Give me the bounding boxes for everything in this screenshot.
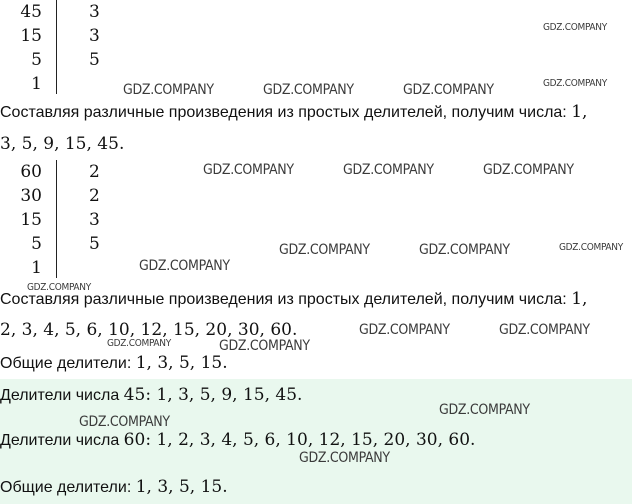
paragraph-products-45 [0, 102, 587, 122]
divisor-list: 2, 3, 4, 5, 6, 10, 12, 15, 20, 30, 60. [0, 320, 298, 340]
factor-divider-line [56, 0, 57, 94]
factor-number: 45 [20, 2, 42, 22]
watermark: GDZ.COMPANY [343, 162, 434, 178]
factor-divider-line [56, 160, 57, 278]
divisors-60-list [0, 320, 297, 340]
answer-common-divisors [0, 477, 228, 497]
divisors-45-list [0, 134, 124, 154]
watermark: GDZ.COMPANY [139, 258, 230, 274]
answer-label: Общие делители: [0, 479, 136, 496]
watermark: GDZ.COMPANY [439, 402, 530, 418]
prime-factor: 2 [89, 186, 100, 206]
prime-factor: 5 [89, 234, 100, 254]
answer-divisors-45 [0, 385, 302, 405]
prime-factor: 5 [89, 50, 100, 70]
divisor-first: 1, [571, 102, 588, 122]
watermark: GDZ.COMPANY [299, 450, 390, 466]
watermark: GDZ.COMPANY [219, 338, 310, 354]
prime-factor: 3 [89, 26, 100, 46]
prime-factor: 3 [89, 2, 100, 22]
prime-factor: 3 [89, 210, 100, 230]
factor-number: 1 [31, 74, 42, 94]
watermark: GDZ.COMPANY [263, 82, 354, 98]
answer-label: Делители числа [0, 432, 124, 449]
watermark: GDZ.COMPANY [123, 82, 214, 98]
watermark: GDZ.COMPANY [543, 78, 607, 89]
watermark: GDZ.COMPANY [27, 282, 91, 293]
watermark: GDZ.COMPANY [419, 242, 510, 258]
factor-number: 1 [31, 258, 42, 278]
watermark: GDZ.COMPANY [403, 82, 494, 98]
factor-number: 15 [20, 210, 42, 230]
common-label: Общие делители: [0, 355, 136, 372]
watermark: GDZ.COMPANY [79, 414, 170, 430]
factor-number: 5 [31, 234, 42, 254]
answer-values: : 1, 2, 3, 4, 5, 6, 10, 12, 15, 20, 30, 60. [145, 430, 476, 450]
answer-number: 45 [123, 385, 146, 405]
answer-number: 60 [123, 430, 146, 450]
factor-number: 60 [20, 162, 42, 182]
watermark: GDZ.COMPANY [499, 322, 590, 338]
answer-values: 1, 3, 5, 15. [135, 477, 228, 497]
answer-divisors-60 [0, 430, 475, 450]
divisor-first: 1, [571, 289, 588, 309]
paragraph-text: Составляя различные произведения из простых делителей, получим числа: [0, 104, 572, 121]
answer-values: : 1, 3, 5, 9, 15, 45. [145, 385, 303, 405]
divisor-list: 3, 5, 9, 15, 45. [0, 134, 125, 154]
factor-number: 15 [20, 26, 42, 46]
watermark: GDZ.COMPANY [543, 22, 607, 33]
paragraph-text: Составляя различные произведения из простых делителей, получим числа: [0, 291, 572, 308]
common-divisors [0, 353, 228, 373]
prime-factor: 2 [89, 162, 100, 182]
factor-number: 30 [20, 186, 42, 206]
common-values: 1, 3, 5, 15. [135, 353, 228, 373]
answer-label: Делители числа [0, 387, 124, 404]
watermark: GDZ.COMPANY [559, 242, 623, 253]
watermark: GDZ.COMPANY [483, 162, 574, 178]
factor-number: 5 [31, 50, 42, 70]
watermark: GDZ.COMPANY [359, 322, 450, 338]
watermark: GDZ.COMPANY [107, 338, 171, 349]
watermark: GDZ.COMPANY [279, 242, 370, 258]
watermark: GDZ.COMPANY [203, 162, 294, 178]
